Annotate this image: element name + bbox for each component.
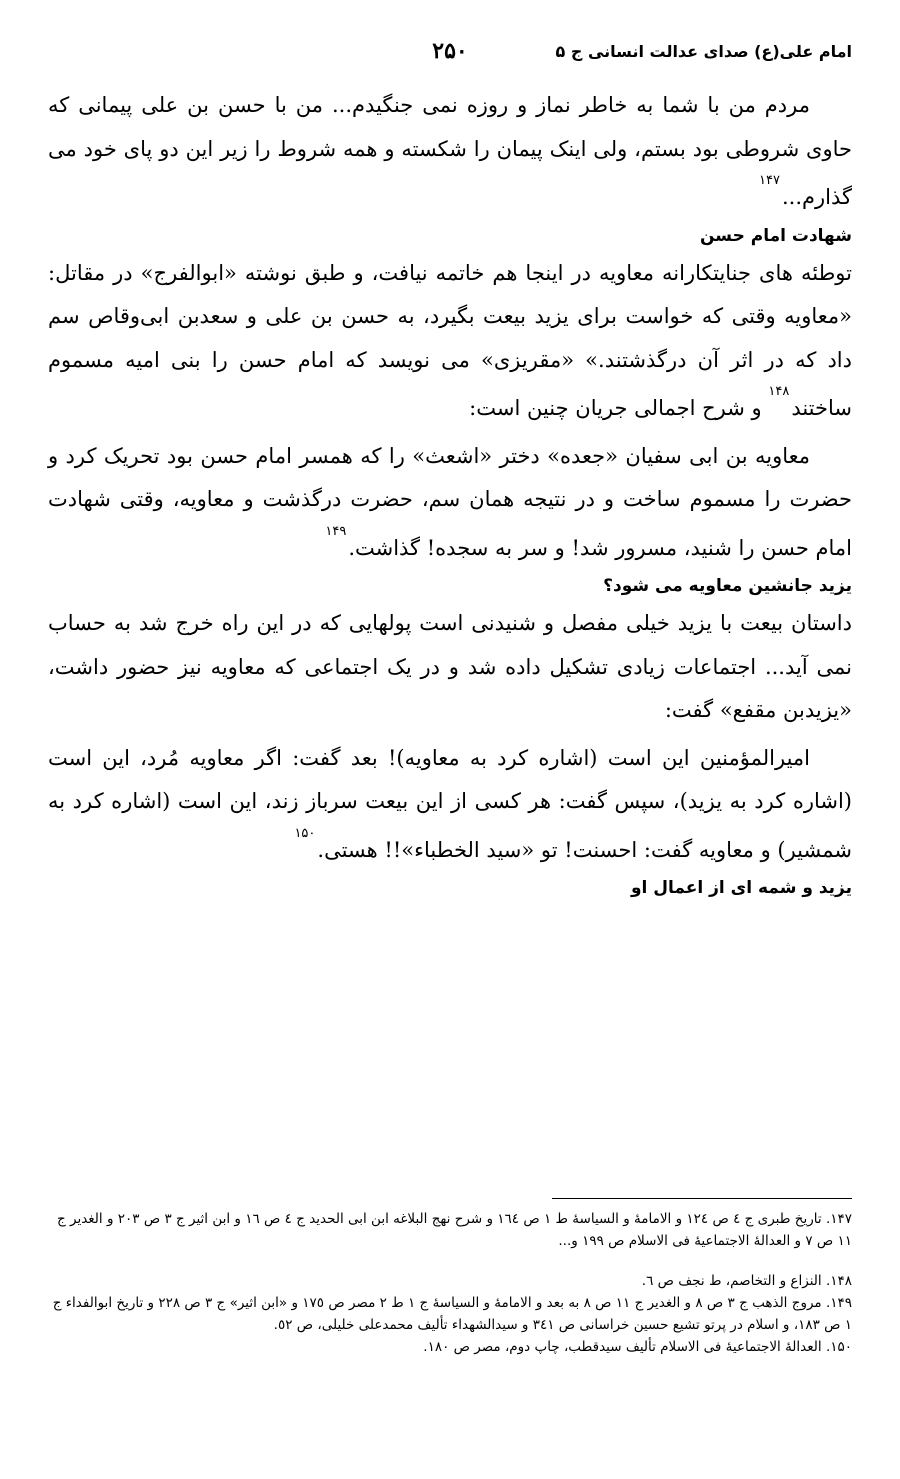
paragraph-1	[48, 84, 852, 220]
footnote-ref-147[interactable]: ۱۴۷	[759, 173, 780, 188]
footnote-ref-149[interactable]: ۱۴۹	[325, 523, 347, 539]
footnote-number: ۱۴۸.	[825, 1273, 852, 1289]
paragraph-2-text-a: توطئه های جنایتکارانه معاویه در اینجا هم خاتمه نیافت، و طبق نوشته «ابوالفرج» در مقاتل: «معاویه وقتی که خواست برای یزید بیعت بگیرد، به حسن بن علی و سعدبن ابی‌وقاص سم داد که در اثر آن درگذشتند.» «مقریزی» می نویسد که امام حسن را بنی امیه مسموم ساختند	[48, 260, 852, 420]
footnote-number: ۱۴۹.	[825, 1295, 852, 1311]
footnote-ref-148[interactable]: ۱۴۸	[768, 384, 790, 399]
footnote-divider	[552, 1198, 852, 1199]
paragraph-3-text: معاویه بن ابی سفیان «جعده» دختر «اشعث» را که همسر امام حسن بود تحریک کرد و حضرت را مسموم ساخت و در نتیجه همان سم، حضرت درگذشت و معاویه، وقتی شهادت امام حسن را شنید، مسرور شد! و سر به سجده! گذاشت.	[48, 443, 852, 560]
footnote-ref-150[interactable]: ۱۵۰	[294, 825, 316, 841]
paragraph-5	[48, 737, 852, 873]
section-heading-yazid-deeds: یزید و شمه ای از اعمال او	[630, 878, 852, 898]
paragraph-1-text: مردم من با شما به خاطر نماز و روزه نمی جنگیدم... من با حسن بن علی پیمانی که حاوی شروطی بود بستم، ولی اینک پیمان را شکسته و همه شروط را زیر این دو پای خود می گذارم...	[48, 93, 852, 209]
section-heading-succession: یزید جانشین معاویه می شود؟	[603, 576, 852, 596]
main-text	[48, 84, 852, 904]
paragraph-2	[48, 252, 852, 431]
footnote-number: ۱۴۷.	[825, 1211, 852, 1227]
footnote-text: النزاع و التخاصم، ط نجف ص ٦.	[641, 1273, 822, 1289]
footnote-number: ۱۵۰.	[825, 1339, 852, 1355]
page-header	[48, 38, 852, 68]
footnote-149	[48, 1292, 852, 1336]
running-title: امام علی(ع) صدای عدالت انسانی ج ۵	[555, 42, 852, 61]
footnote-150	[48, 1336, 852, 1358]
paragraph-4: داستان بیعت با یزید خیلی مفصل و شنیدنی است پولهایی که در این راه خرج شد به حساب نمی آید... اجتماعات زیادی تشکیل داده شد و در یک اجتماعی که معاویه نیز حضور داشت، «یزیدبن مقفع» گفت:	[48, 611, 852, 722]
footnote-text: تاریخ طبری ج ٤ ص ١٢٤ و الامامهٔ و السیاسهٔ ط ١ ص ١٦٤ و شرح نهج البلاغه ابن ابی الحدید ج ٤ ص ١٦ و ابن اثیر ج ٣ ص ٢٠٣ و الغدیر ج ١١ ص ٧ و العدالهٔ الاجتماعیهٔ فی الاسلام ص ١٩٩ و...	[56, 1211, 852, 1249]
footnote-text: العدالهٔ الاجتماعیهٔ فی الاسلام تألیف سیدقطب، چاپ دوم، مصر ص ١٨٠.	[423, 1339, 822, 1355]
footnote-text: مروج الذهب ج ٣ ص ٨ و الغدیر ج ١١ ص ٨ به بعد و الامامهٔ و السیاسهٔ ج ١ ط ٢ مصر ص ١٧٥ و «ابن اثیر» ج ٣ ص ٢٢٨ و تاریخ ابوالفداء ج ١ ص ١٨٣، و اسلام در پرتو تشیع حسین خراسانی ص ٣٤١ و سیدالشهداء تألیف محمدعلی خلیلی، ص ٥٢.	[52, 1295, 852, 1333]
paragraph-2-text-b: و شرح اجمالی جریان چنین است:	[469, 396, 769, 420]
page-number: ۲۵۰	[432, 38, 468, 64]
paragraph-3	[48, 435, 852, 571]
footnotes	[48, 1208, 852, 1358]
paragraph-5-text: امیرالمؤمنین این است (اشاره کرد به معاویه)! بعد گفت: اگر معاویه مُرد، این است (اشاره کرد به یزید)، سپس گفت: هر کسی از این بیعت سرباز زند، این است (اشاره کرد به شمشیر) و معاویه گفت: احسنت! تو «سید الخطباء»!! هستی.	[48, 745, 852, 862]
section-heading-martyrdom: شهادت امام حسن	[699, 225, 852, 246]
footnote-148	[48, 1270, 852, 1292]
footnote-147	[48, 1208, 852, 1252]
